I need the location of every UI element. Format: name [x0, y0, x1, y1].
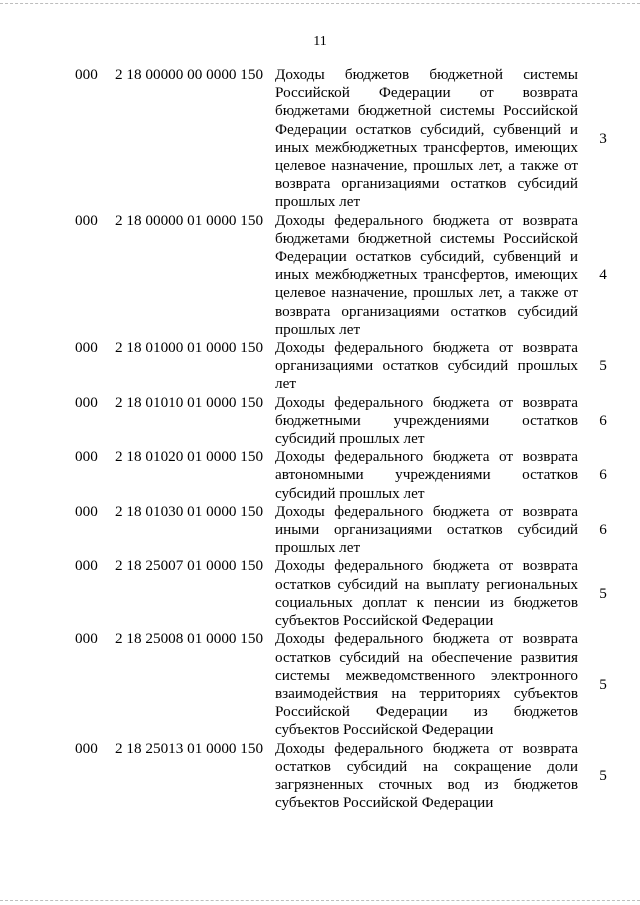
- income-name-cell: Доходы федерального бюджета от возврата организациями остатков субсидий прошлых лет: [275, 339, 578, 393]
- table-row: [0, 394, 640, 449]
- scan-top-edge: [0, 3, 640, 5]
- budget-classification-table: [0, 66, 640, 812]
- income-name-cell: Доходы федерального бюджета от возврата автономными учреждениями остатков субсидий прошлых лет: [275, 448, 578, 502]
- table-row: [0, 740, 640, 813]
- kbk-code-cell: 2 18 25013 01 0000 150: [115, 739, 264, 757]
- admin-code-cell: 000: [75, 739, 98, 757]
- admin-code-cell: 000: [75, 557, 98, 575]
- kbk-code-cell: 2 18 00000 00 0000 150: [115, 66, 264, 83]
- income-name-cell: Доходы федерального бюджета от возврата бюджетными учреждениями остатков субсидий прошлых лет: [275, 393, 578, 448]
- table-row: [0, 212, 640, 339]
- level-cell: 5: [599, 584, 607, 602]
- level-cell: 6: [599, 411, 607, 429]
- income-name-cell: Доходы федерального бюджета от возврата остатков субсидий на выплату региональных социальных доплат к пенсии из бюджетов субъектов Российской Федерации: [275, 557, 578, 630]
- table-row: [0, 66, 640, 212]
- page-number: 11: [313, 34, 327, 49]
- level-cell: 6: [599, 466, 607, 484]
- kbk-code-cell: 2 18 25008 01 0000 150: [115, 630, 264, 648]
- kbk-code-cell: 2 18 00000 01 0000 150: [115, 211, 264, 229]
- kbk-code-cell: 2 18 25007 01 0000 150: [115, 557, 264, 575]
- table-row: [0, 630, 640, 739]
- income-name-cell: Доходы бюджетов бюджетной системы Российской Федерации от возврата бюджетами бюджетной системы Российской Федерации остатков субсидий, субвенций и иных межбюджетных трансфертов, имеющих целевое назначение, прошлых лет, а также от возврата организациями остатков субсидий прошлых лет: [275, 66, 578, 211]
- kbk-code-cell: 2 18 01030 01 0000 150: [115, 502, 264, 520]
- kbk-code-cell: 2 18 01010 01 0000 150: [115, 393, 264, 411]
- level-cell: 3: [599, 129, 607, 147]
- level-cell: 5: [599, 766, 607, 784]
- level-cell: 5: [599, 357, 607, 375]
- table-row: [0, 503, 640, 558]
- table-row: [0, 557, 640, 630]
- admin-code-cell: 000: [75, 211, 98, 229]
- admin-code-cell: 000: [75, 66, 98, 83]
- level-cell: 4: [599, 266, 607, 284]
- income-name-cell: Доходы федерального бюджета от возврата остатков субсидий на сокращение доли загрязненных сточных вод из бюджетов субъектов Российской Федерации: [275, 739, 578, 812]
- level-cell: 5: [599, 675, 607, 693]
- admin-code-cell: 000: [75, 448, 98, 466]
- admin-code-cell: 000: [75, 393, 98, 411]
- income-name-cell: Доходы федерального бюджета от возврата иными организациями остатков субсидий прошлых лет: [275, 502, 578, 557]
- income-name-cell: Доходы федерального бюджета от возврата остатков субсидий на обеспечение развития системы межведомственного электронного взаимодействия на территориях субъектов Российской Федерации из бюджетов субъектов Российской Федерации: [275, 630, 578, 739]
- level-cell: 6: [599, 521, 607, 539]
- income-name-cell: Доходы федерального бюджета от возврата бюджетами бюджетной системы Российской Федерации остатков субсидий, субвенций и иных межбюджетных трансфертов, имеющих целевое назначение, прошлых лет, а также от возврата организациями остатков субсидий прошлых лет: [275, 211, 578, 338]
- admin-code-cell: 000: [75, 339, 98, 357]
- table-row: [0, 339, 640, 394]
- kbk-code-cell: 2 18 01000 01 0000 150: [115, 339, 264, 357]
- admin-code-cell: 000: [75, 502, 98, 520]
- table-row: [0, 448, 640, 503]
- kbk-code-cell: 2 18 01020 01 0000 150: [115, 448, 264, 466]
- admin-code-cell: 000: [75, 630, 98, 648]
- scan-bottom-edge: [0, 900, 640, 902]
